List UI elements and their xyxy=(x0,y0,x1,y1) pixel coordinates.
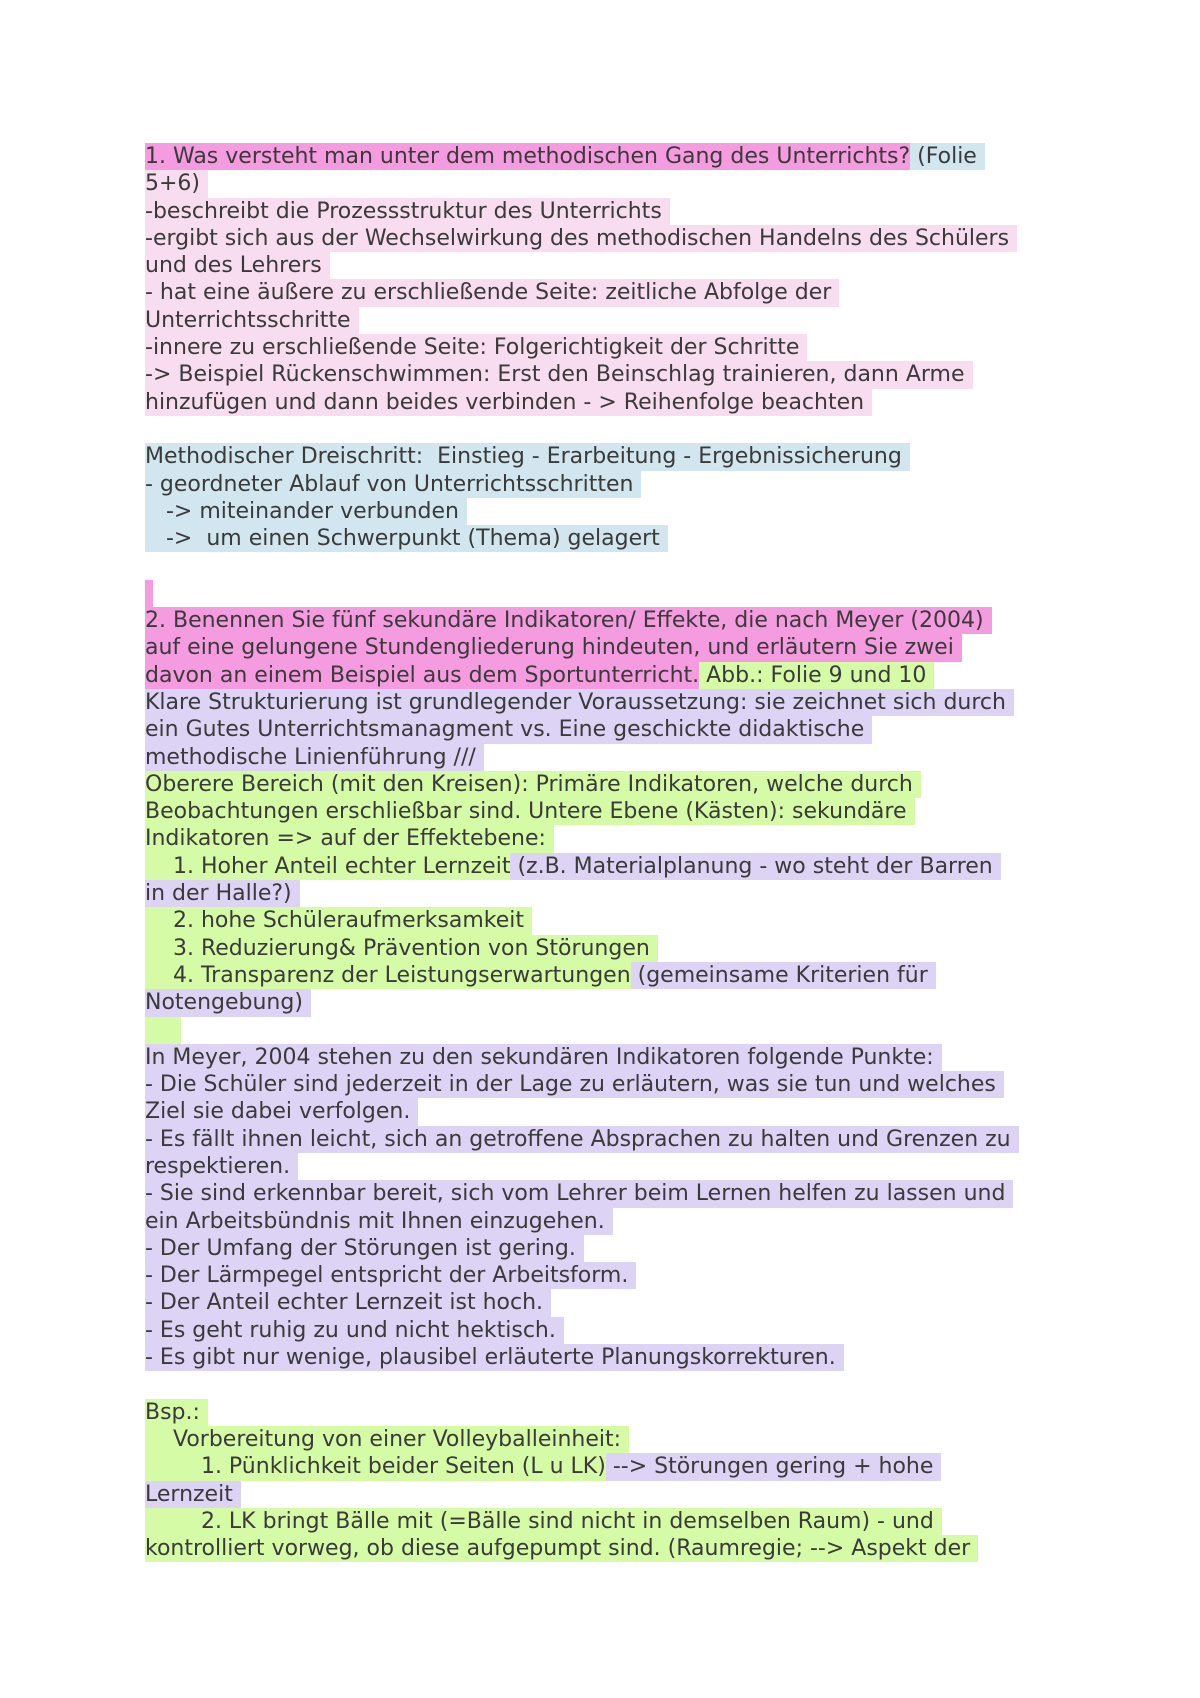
text-line xyxy=(145,1535,1065,1562)
text-line xyxy=(145,1153,1065,1180)
highlighted-text: (gemeinsame Kriterien für xyxy=(631,962,936,989)
text-line xyxy=(145,252,1065,279)
highlighted-text: auf eine gelungene Stundengliederung hindeuten, und erläutern Sie zwei xyxy=(145,634,962,661)
highlighted-text: 1. Was versteht man unter dem methodischen Gang des Unterrichts? xyxy=(145,143,918,170)
text-line xyxy=(145,989,1065,1016)
text-line xyxy=(145,689,1065,716)
text-line xyxy=(145,1208,1065,1235)
highlighted-text: Abb.: Folie 9 und 10 xyxy=(699,662,934,689)
blank-line xyxy=(145,552,1065,579)
highlighted-text: ein Arbeitsbündnis mit Ihnen einzugehen. xyxy=(145,1208,613,1235)
text-line xyxy=(145,225,1065,252)
highlighted-text: - Es geht ruhig zu und nicht hektisch. xyxy=(145,1317,564,1344)
highlighted-text: 1. Hoher Anteil echter Lernzeit xyxy=(145,853,518,880)
text-line xyxy=(145,1426,1065,1453)
highlighted-text: - Es fällt ihnen leicht, sich an getroffene Absprachen zu halten und Grenzen zu xyxy=(145,1126,1019,1153)
text-line xyxy=(145,498,1065,525)
text-line xyxy=(145,334,1065,361)
highlighted-text: 2. Benennen Sie fünf sekundäre Indikatoren/ Effekte, die nach Meyer (2004) xyxy=(145,607,992,634)
highlighted-text: --> Störungen gering + hohe xyxy=(606,1453,942,1480)
highlighted-text: In Meyer, 2004 stehen zu den sekundären Indikatoren folgende Punkte: xyxy=(145,1044,942,1071)
highlighted-text: und des Lehrers xyxy=(145,252,330,279)
highlighted-text: - geordneter Ablauf von Unterrichtsschritten xyxy=(145,471,641,498)
highlighted-text: -innere zu erschließende Seite: Folgerichtigkeit der Schritte xyxy=(145,334,807,361)
highlighted-text: Lernzeit xyxy=(145,1481,241,1508)
highlighted-text: -> um einen Schwerpunkt (Thema) gelagert xyxy=(145,525,668,552)
highlighted-text: Beobachtungen erschließbar sind. Untere Ebene (Kästen): sekundäre xyxy=(145,798,915,825)
text-line xyxy=(145,716,1065,743)
highlighted-text: -> Beispiel Rückenschwimmen: Erst den Beinschlag trainieren, dann Arme xyxy=(145,361,973,388)
highlighted-text: hinzufügen und dann beides verbinden - > Reihenfolge beachten xyxy=(145,389,872,416)
highlighted-text: -beschreibt die Prozessstruktur des Unterrichts xyxy=(145,198,670,225)
highlighted-text: 4. Transparenz der Leistungserwartungen xyxy=(145,962,639,989)
text-line xyxy=(145,1317,1065,1344)
text-line xyxy=(145,143,1065,170)
text-line xyxy=(145,471,1065,498)
highlighted-text: - Die Schüler sind jederzeit in der Lage zu erläutern, was sie tun und welches xyxy=(145,1071,1004,1098)
highlighted-text: - hat eine äußere zu erschließende Seite: zeitliche Abfolge der xyxy=(145,279,839,306)
text-line xyxy=(145,662,1065,689)
highlighted-text: ein Gutes Unterrichtsmanagment vs. Eine geschickte didaktische xyxy=(145,716,872,743)
highlighted-text: Indikatoren => auf der Effektebene: xyxy=(145,825,554,852)
text-line xyxy=(145,1126,1065,1153)
highlighted-text: - Sie sind erkennbar bereit, sich vom Lehrer beim Lernen helfen zu lassen und xyxy=(145,1180,1013,1207)
text-line xyxy=(145,1508,1065,1535)
highlighted-text: - Es gibt nur wenige, plausibel erläuterte Planungskorrekturen. xyxy=(145,1344,844,1371)
text-line xyxy=(145,279,1065,306)
highlighted-text: 5+6) xyxy=(145,170,208,197)
highlighted-text: (Folie xyxy=(910,143,985,170)
highlighted-text: 2. LK bringt Bälle mit (=Bälle sind nicht in demselben Raum) - und xyxy=(145,1508,942,1535)
highlighted-text: -ergibt sich aus der Wechselwirkung des methodischen Handelns des Schülers xyxy=(145,225,1017,252)
text-line xyxy=(145,389,1065,416)
highlighted-text xyxy=(145,1017,181,1044)
text-line xyxy=(145,744,1065,771)
text-line xyxy=(145,962,1065,989)
highlighted-text: respektieren. xyxy=(145,1153,298,1180)
highlighted-text: Bsp.: xyxy=(145,1399,208,1426)
text-line xyxy=(145,1017,1065,1044)
highlighted-text: methodische Linienführung /// xyxy=(145,744,484,771)
highlighted-text: 1. Pünklichkeit beider Seiten (L u LK) xyxy=(145,1453,614,1480)
highlighted-text: in der Halle?) xyxy=(145,880,300,907)
text-line xyxy=(145,1262,1065,1289)
text-line xyxy=(145,853,1065,880)
highlighted-text: 3. Reduzierung& Prävention von Störungen xyxy=(145,935,658,962)
text-line xyxy=(145,1071,1065,1098)
highlighted-text: davon an einem Beispiel aus dem Sportunterricht. xyxy=(145,662,707,689)
document-body xyxy=(145,143,1065,1562)
highlighted-text: Oberere Bereich (mit den Kreisen): Primäre Indikatoren, welche durch xyxy=(145,771,921,798)
highlighted-text: Unterrichtsschritte xyxy=(145,307,359,334)
text-line xyxy=(145,935,1065,962)
text-line xyxy=(145,580,1065,607)
text-line xyxy=(145,361,1065,388)
text-line xyxy=(145,634,1065,661)
text-line xyxy=(145,1180,1065,1207)
highlighted-text: Methodischer Dreischritt: Einstieg - Erarbeitung - Ergebnissicherung xyxy=(145,443,910,470)
highlighted-text: - Der Umfang der Störungen ist gering. xyxy=(145,1235,584,1262)
highlighted-text: kontrolliert vorweg, ob diese aufgepumpt sind. (Raumregie; --> Aspekt der xyxy=(145,1535,978,1562)
text-line xyxy=(145,907,1065,934)
highlighted-text: (z.B. Materialplanung - wo steht der Barren xyxy=(510,853,1000,880)
text-line xyxy=(145,798,1065,825)
highlight-marker xyxy=(145,580,153,607)
text-line xyxy=(145,1098,1065,1125)
text-line xyxy=(145,825,1065,852)
highlighted-text: Notengebung) xyxy=(145,989,311,1016)
text-line xyxy=(145,607,1065,634)
highlighted-text: Vorbereitung von einer Volleyballeinheit: xyxy=(145,1426,629,1453)
blank-line xyxy=(145,1371,1065,1398)
text-line xyxy=(145,443,1065,470)
highlighted-text: - Der Lärmpegel entspricht der Arbeitsform. xyxy=(145,1262,636,1289)
highlighted-text: -> miteinander verbunden xyxy=(145,498,467,525)
text-line xyxy=(145,198,1065,225)
text-line xyxy=(145,1481,1065,1508)
text-line xyxy=(145,771,1065,798)
highlighted-text: 2. hohe Schüleraufmerksamkeit xyxy=(145,907,532,934)
highlighted-text: - Der Anteil echter Lernzeit ist hoch. xyxy=(145,1289,551,1316)
text-line xyxy=(145,1289,1065,1316)
blank-line xyxy=(145,416,1065,443)
text-line xyxy=(145,1044,1065,1071)
text-line xyxy=(145,1235,1065,1262)
text-line xyxy=(145,170,1065,197)
highlighted-text: Ziel sie dabei verfolgen. xyxy=(145,1098,418,1125)
text-line xyxy=(145,307,1065,334)
text-line xyxy=(145,1453,1065,1480)
text-line xyxy=(145,525,1065,552)
text-line xyxy=(145,1399,1065,1426)
text-line xyxy=(145,1344,1065,1371)
highlighted-text: Klare Strukturierung ist grundlegender Voraussetzung: sie zeichnet sich durch xyxy=(145,689,1014,716)
text-line xyxy=(145,880,1065,907)
